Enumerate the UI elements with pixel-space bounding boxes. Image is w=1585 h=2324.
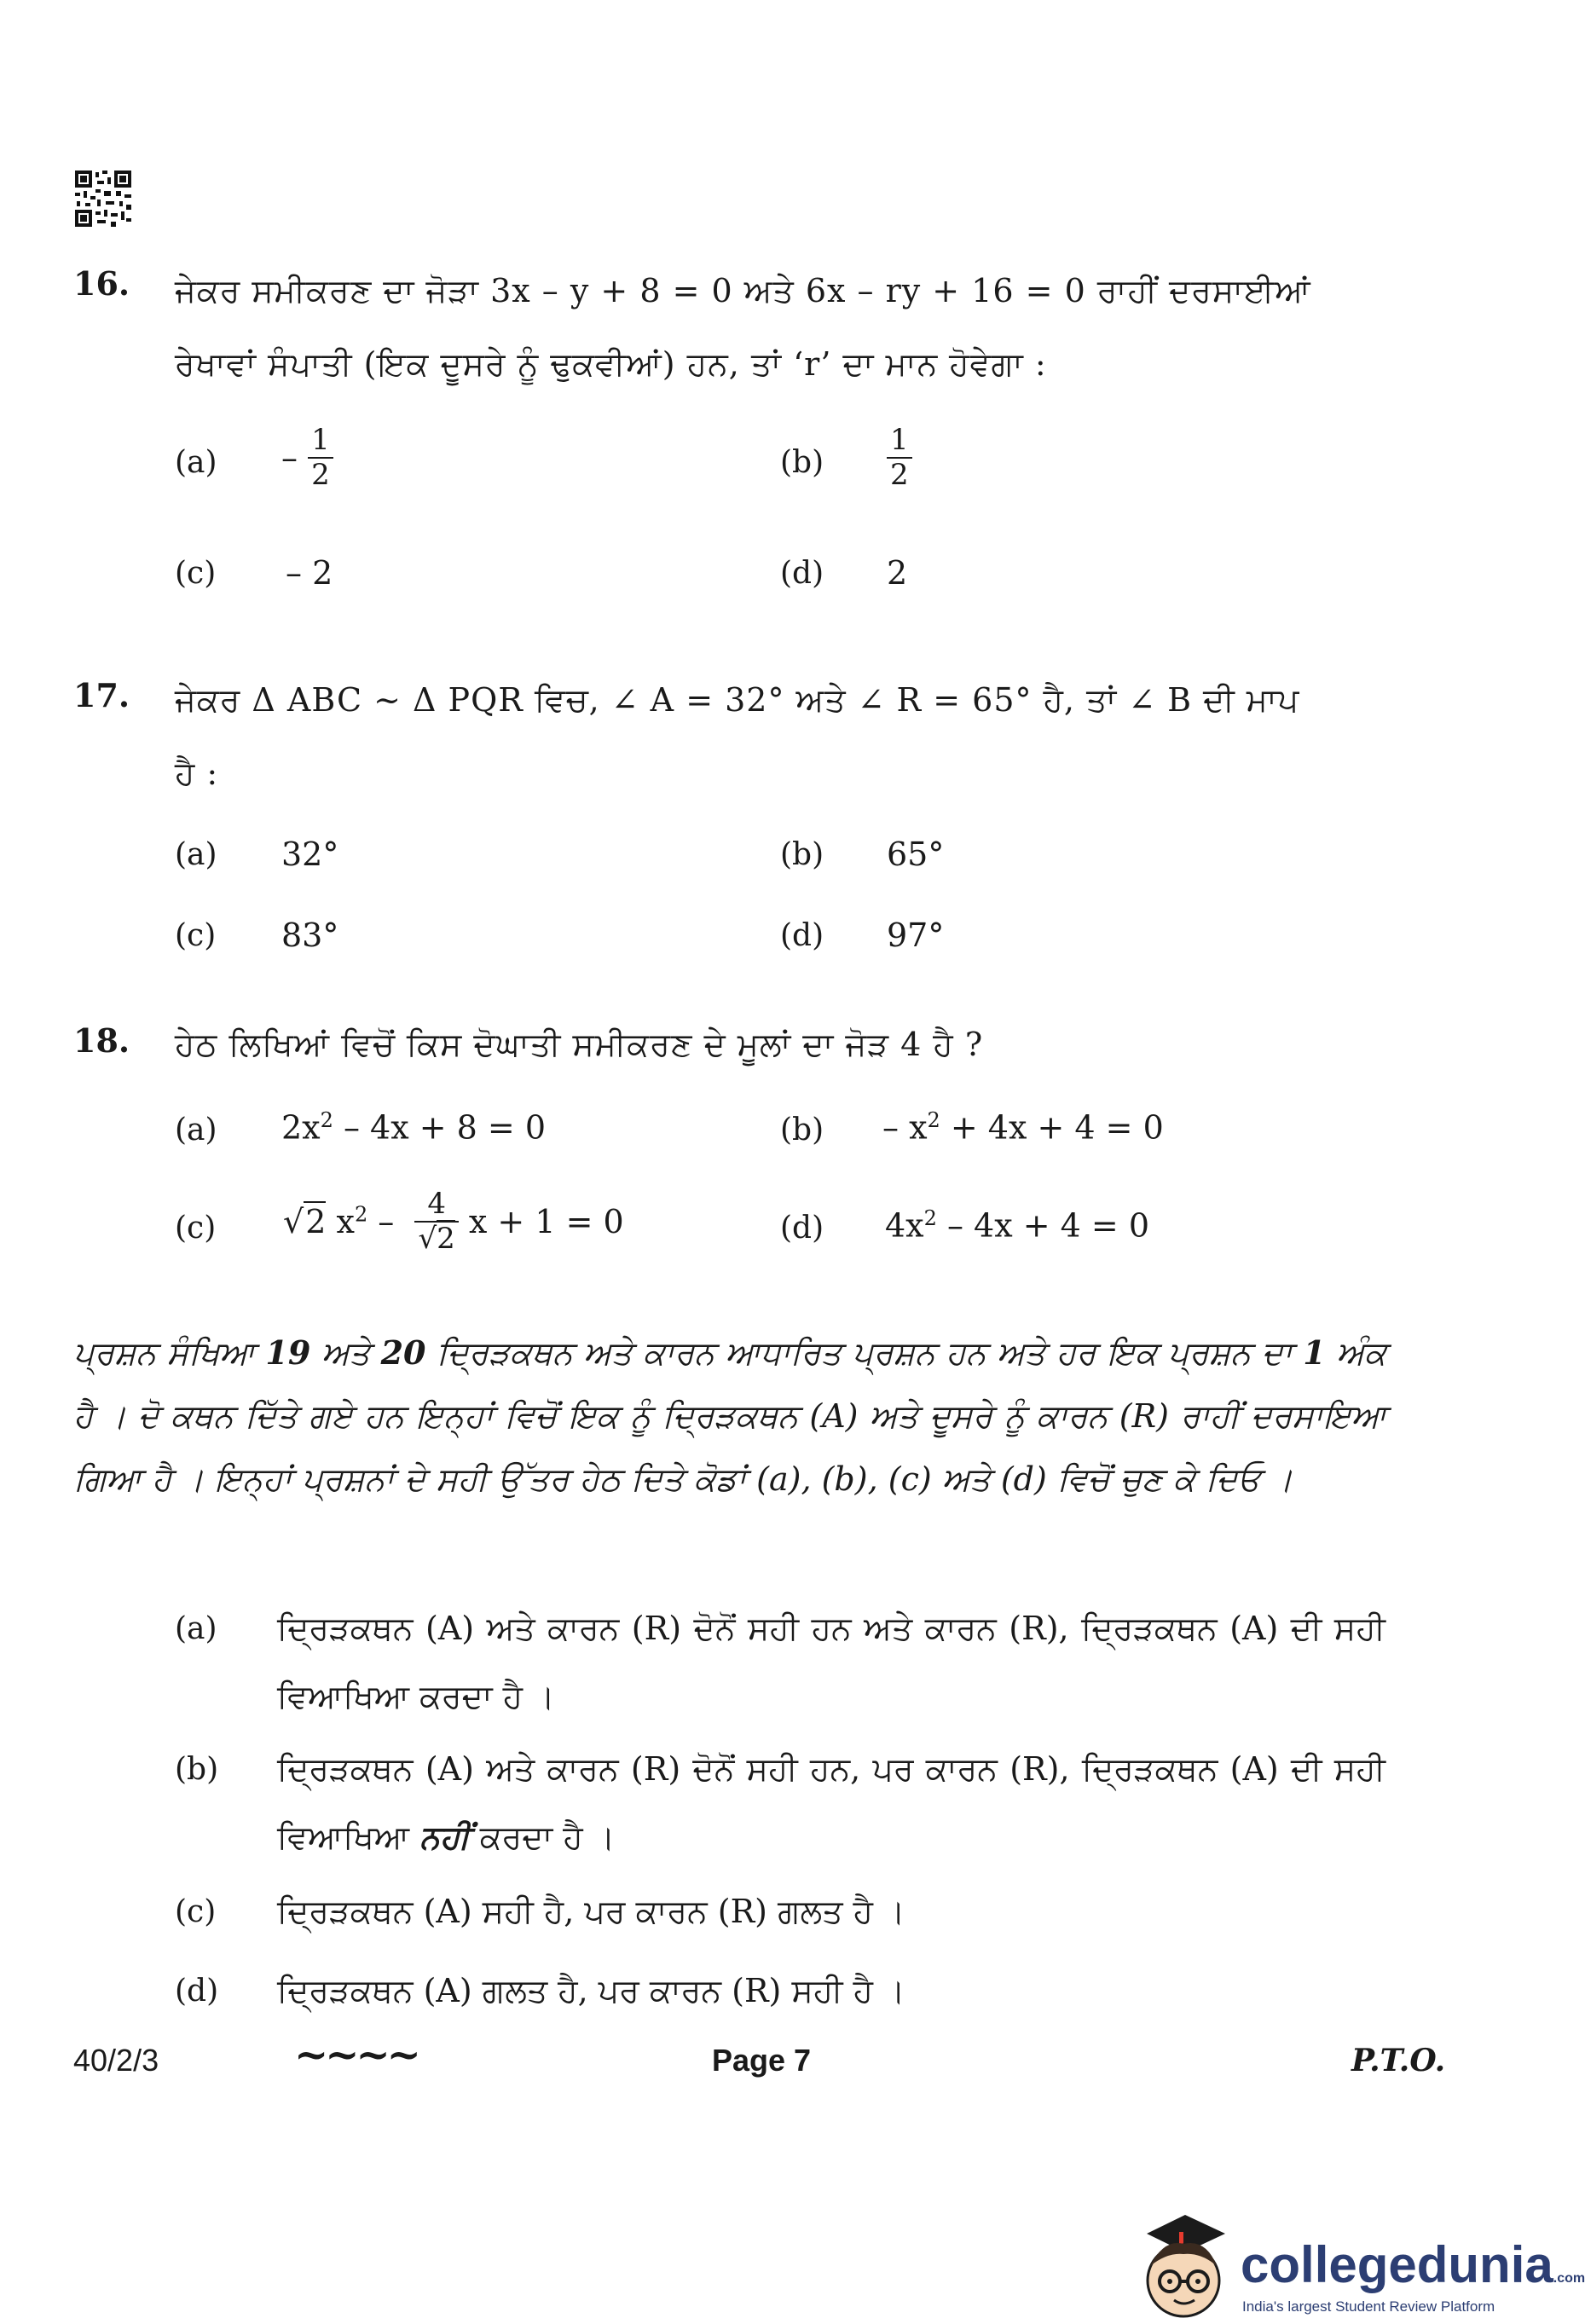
q18-option-c-label: (c) — [175, 1211, 217, 1246]
q17-option-c-label: (c) — [175, 918, 217, 953]
q16-option-a-label: (a) — [175, 445, 217, 480]
q18-option-b-label: (b) — [780, 1113, 824, 1148]
q16-option-d-value: 2 — [887, 554, 908, 592]
question-16-line-2: ਰੇਖਾਵਾਂ ਸੰਪਾਤੀ (ਇਕ ਦੂਸਰੇ ਨੂੰ ਢੁਕਵੀਆਂ) ਹਨ, ਤਾਂ ‘r’ ਦਾ ਮਾਨ ਹੋਵੇਗਾ : — [175, 345, 1047, 383]
q17-option-b-label: (b) — [780, 837, 824, 872]
question-16-line-1: ਜੇਕਰ ਸਮੀਕਰਣ ਦਾ ਜੋੜਾ 3x – y + 8 = 0 ਅਤੇ 6x – ry + 16 = 0 ਰਾਹੀਂ ਦਰਸਾਈਆਂ — [175, 272, 1311, 309]
q16-option-c-value: – 2 — [286, 554, 333, 592]
q16-option-b-value: $\frac{1}{2}$ — [887, 424, 912, 492]
ar-option-d-label: (d) — [175, 1974, 219, 2009]
assertion-reason-instructions: ਪ੍ਰਸ਼ਨ ਸੰਖਿਆ 19 ਅਤੇ 20 ਦ੍ਰਿੜਕਥਨ ਅਤੇ ਕਾਰਨ ਆਧਾਰਿਤ ਪ੍ਰਸ਼ਨ ਹਨ ਅਤੇ ਹਰ ਇਕ ਪ੍ਰਸ਼ਨ ਦਾ 1 ਅੰਕ ਹੈ । ਦੋ ਕਥਨ ਦਿੱਤੇ ਗਏ ਹਨ ਇਨ੍ਹਾਂ ਵਿਚੋਂ ਇਕ ਨੂੰ ਦ੍ਰਿੜਕਥਨ (A) ਅਤੇ ਦੂਸਰੇ ਨੂੰ ਕਾਰਨ (R) ਰਾਹੀਂ ਦਰਸਾਇਆ ਗਿਆ ਹੈ । ਇਨ੍ਹਾਂ ਪ੍ਰਸ਼ਨਾਂ ਦੇ ਸਹੀ ਉੱਤਰ ਹੇਠ ਦਿਤੇ ਕੋਡਾਂ (a), (b), (c) ਅਤੇ (d) ਵਿਚੋਂ ਚੁਣ ਕੇ ਦਿਓ । — [73, 1333, 1386, 1498]
question-17-number: 17. — [73, 676, 130, 714]
ar-option-c-text: ਦ੍ਰਿੜਕਥਨ (A) ਸਹੀ ਹੈ, ਪਰ ਕਾਰਨ (R) ਗਲਤ ਹੈ । — [277, 1893, 905, 1930]
ar-option-d-text: ਦ੍ਰਿੜਕਥਨ (A) ਗਲਤ ਹੈ, ਪਰ ਕਾਰਨ (R) ਸਹੀ ਹੈ । — [277, 1972, 905, 2009]
q16-option-d-label: (d) — [780, 556, 824, 591]
mascot-icon — [1130, 2200, 1241, 2324]
q17-option-a-value: 32° — [281, 835, 339, 873]
ar-option-b-label: (b) — [175, 1752, 219, 1787]
question-17-text — [175, 663, 1368, 810]
q18-option-a-label: (a) — [175, 1113, 217, 1148]
ar-option-a-text: ਦ੍ਰਿੜਕਥਨ (A) ਅਤੇ ਕਾਰਨ (R) ਦੋਨੋਂ ਸਹੀ ਹਨ ਅਤੇ ਕਾਰਨ (R), ਦ੍ਰਿੜਕਥਨ (A) ਦੀ ਸਹੀ ਵਿਆਖਿਆ ਕਰਦਾ ਹੈ । — [277, 1610, 1385, 1715]
q17-option-c-value: 83° — [281, 916, 339, 954]
q18-option-c-value: √2 $x^2$ – $\frac{4}{√2}$ x + 1 = 0 — [283, 1187, 624, 1257]
collegedunia-logo — [1130, 2200, 1585, 2324]
ar-option-b-text: ਦ੍ਰਿੜਕਥਨ (A) ਅਤੇ ਕਾਰਨ (R) ਦੋਨੋਂ ਸਹੀ ਹਨ, ਪਰ ਕਾਰਨ (R), ਦ੍ਰਿੜਕਥਨ (A) ਦੀ ਸਹੀ ਵਿਆਖਿਆ ਨਹੀਂ ਕਰਦਾ ਹੈ । — [277, 1750, 1385, 1856]
q17-option-b-value: 65° — [887, 835, 945, 873]
ar-option-a-label: (a) — [175, 1611, 217, 1646]
q17-option-d-label: (d) — [780, 918, 824, 953]
question-16-number: 16. — [73, 264, 130, 303]
q18-option-b-value: – $x^2 + 4x + 4 = 0$ — [882, 1108, 1164, 1147]
question-17-line-2: ਹੈ : — [175, 754, 219, 792]
question-18-text — [175, 1008, 1368, 1081]
question-17-line-1: ਜੇਕਰ Δ ABC ~ Δ PQR ਵਿਚ, ∠ A = 32° ਅਤੇ ∠ R = 65° ਹੈ, ਤਾਂ ∠ B ਦੀ ਮਾਪ — [175, 681, 1300, 719]
paper-code: 40/2/3 — [73, 2043, 159, 2078]
q17-option-a-label: (a) — [175, 837, 217, 872]
q18-option-d-label: (d) — [780, 1211, 824, 1246]
page-number: Page 7 — [712, 2043, 812, 2078]
qr-code-icon — [75, 171, 131, 227]
q16-option-c-label: (c) — [175, 556, 217, 591]
q18-option-d-value: $4x^2 - 4x + 4 = 0$ — [885, 1206, 1150, 1245]
question-16-text — [175, 254, 1368, 401]
question-18-number: 18. — [73, 1021, 130, 1060]
pto-label: P.T.O. — [1351, 2043, 1446, 2078]
q17-option-d-value: 97° — [887, 916, 945, 954]
brand-tagline: India's largest Student Review Platform — [1242, 2298, 1495, 2315]
q16-option-a-value: – $\frac{1}{2}$ — [281, 424, 333, 492]
ar-option-c-label: (c) — [175, 1894, 217, 1929]
wave-ornament: ~~~~ — [294, 2031, 418, 2078]
q18-option-a-value: $2x^2 - 4x + 8 = 0$ — [281, 1108, 547, 1147]
question-18-line-1: ਹੇਠ ਲਿਖਿਆਂ ਵਿਚੋਂ ਕਿਸ ਦੋਘਾਤੀ ਸਮੀਕਰਣ ਦੇ ਮੂਲਾਂ ਦਾ ਜੋੜ 4 ਹੈ ? — [175, 1026, 984, 1063]
brand-name: collegedunia.com — [1241, 2236, 1585, 2293]
q16-option-b-label: (b) — [780, 445, 824, 480]
